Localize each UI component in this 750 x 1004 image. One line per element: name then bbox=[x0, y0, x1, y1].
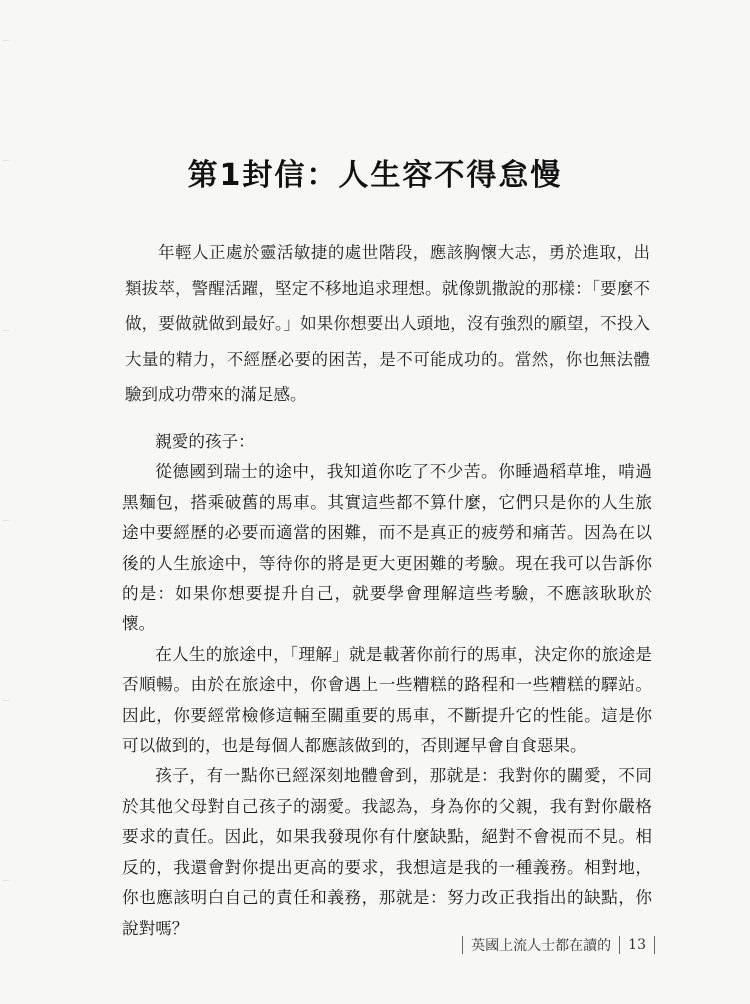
page-number: 13 bbox=[628, 937, 646, 953]
letter-paragraph: 孩子，有一點你已經深刻地體會到，那就是：我對你的關愛，不同於其他父母對自己孩子的溺愛。我認為，身為你的父親，我有對你嚴格要求的責任。因此，如果我發現你有什麼缺點，絕對不會視而不見。相反的，我還會對你提出更高的要求，我想這是我的一種義務。相對地，你也應該明白自己的責任和義務，那就是：努力改正我指出的缺點，你說對嗎？ bbox=[122, 766, 652, 938]
page-edge-mark bbox=[3, 520, 9, 521]
intro-paragraph: 年輕人正處於靈活敏捷的處世階段，應該胸懷大志，勇於進取，出類拔萃，警醒活躍，堅定不移地追求理想。就像凱撒說的那樣：「要麼不做，要做就做到最好。」如果你想要出人頭地，沒有強烈的願望，不投入大量的精力，不經歷必要的困苦，是不可能成功的。當然，你也無法體驗到成功帶來的滿足感。 bbox=[125, 243, 650, 404]
letter-salutation: 親愛的孩子： bbox=[155, 432, 255, 451]
letter-paragraph: 從德國到瑞士的途中，我知道你吃了不少苦。你睡過稻草堆，啃過黑麵包，搭乘破舊的馬車。其實這些都不算什麼，它們只是你的人生旅途中要經歷的必要而適當的困難，而不是真正的疲勞和痛苦。因為在以後的人生旅途中，等待你的將是更大更困難的考驗。現在我可以告訴你的是：如果你想要提升自己，就要學會理解這些考驗，不應該耿耿於懷。 bbox=[122, 462, 652, 634]
letter-body bbox=[122, 427, 652, 944]
footer-divider bbox=[619, 936, 620, 954]
page-edge-mark bbox=[3, 40, 9, 41]
footer-divider bbox=[654, 936, 655, 954]
page-edge-mark bbox=[3, 330, 9, 331]
page-edge-mark bbox=[3, 700, 9, 701]
chapter-intro bbox=[125, 235, 650, 413]
page-edge-mark bbox=[3, 880, 9, 881]
page-footer bbox=[462, 935, 655, 955]
letter-paragraph: 在人生的旅途中，「理解」就是載著你前行的馬車，決定你的旅途是否順暢。由於在旅途中，你會遇上一些糟糕的路程和一些糟糕的驛站。因此，你要經常檢修這輛至關重要的馬車，不斷提升它的性能。這是你可以做到的，也是每個人都應該做到的，否則遲早會自食惡果。 bbox=[122, 644, 652, 756]
chapter-title: 第1封信：人生容不得怠慢 bbox=[187, 158, 563, 193]
footer-divider bbox=[462, 936, 463, 954]
running-title: 英國上流人士都在讀的 bbox=[471, 938, 612, 954]
